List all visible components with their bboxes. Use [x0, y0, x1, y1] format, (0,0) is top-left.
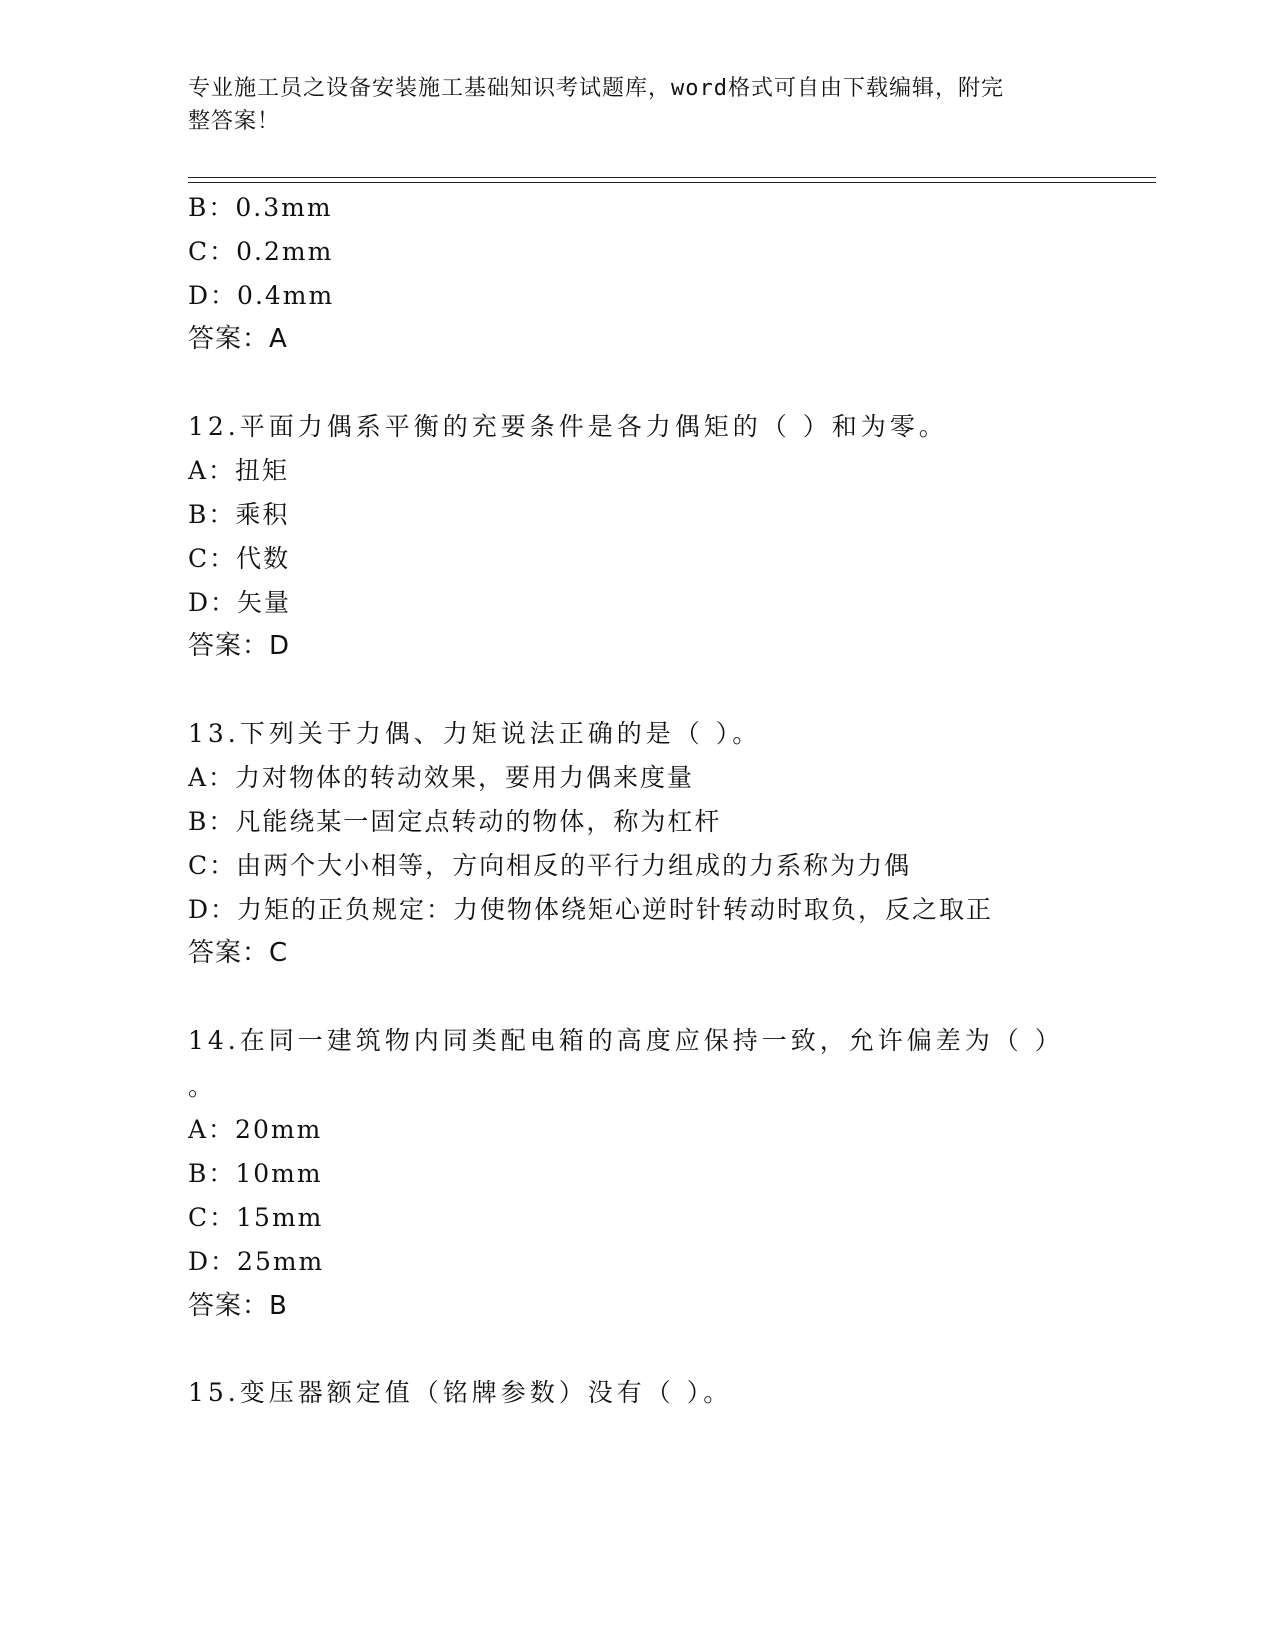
- q14-answer: 答案：B: [188, 1291, 288, 1321]
- q12-answer: 答案：D: [188, 631, 291, 661]
- q13-option-c: C：由两个大小相等，方向相反的平行力组成的力系称为力偶: [188, 851, 912, 880]
- q14-question-continued: 。: [188, 1072, 215, 1101]
- q13-option-a: A：力对物体的转动效果，要用力偶来度量: [188, 763, 695, 792]
- q11-option-d: D：0.4mm: [188, 281, 335, 310]
- q13-option-d: D：力矩的正负规定：力使物体绕矩心逆时针转动时取负，反之取正: [188, 895, 994, 924]
- header-divider-top: [188, 177, 1156, 178]
- q12-question: 12.平面力偶系平衡的充要条件是各力偶矩的（ ）和为零。: [188, 412, 948, 441]
- q14-option-d: D：25mm: [188, 1247, 325, 1276]
- q12-option-c: C：代数: [188, 544, 291, 573]
- q11-option-b: B：0.3mm: [188, 193, 333, 222]
- header-line-2: 整答案！: [188, 109, 281, 134]
- q13-answer: 答案：C: [188, 938, 289, 968]
- document-header: [188, 72, 1068, 138]
- q12-option-b: B：乘积: [188, 500, 290, 529]
- header-line-1: 专业施工员之设备安装施工基础知识考试题库，word格式可自由下载编辑，附完: [188, 76, 1004, 101]
- q14-option-a: A：20mm: [188, 1115, 323, 1144]
- q14-option-b: B：10mm: [188, 1159, 323, 1188]
- q11-answer: 答案：A: [188, 324, 288, 354]
- q12-option-d: D：矢量: [188, 588, 292, 617]
- q14-question: 14.在同一建筑物内同类配电箱的高度应保持一致，允许偏差为（ ）: [188, 1026, 1064, 1055]
- header-divider-bottom: [188, 182, 1156, 183]
- q12-option-a: A：扭矩: [188, 456, 290, 485]
- q11-option-c: C：0.2mm: [188, 237, 334, 266]
- q13-question: 13.下列关于力偶、力矩说法正确的是（ ）。: [188, 719, 762, 748]
- q15-question: 15.变压器额定值（铭牌参数）没有（ ）。: [188, 1378, 733, 1407]
- q14-option-c: C：15mm: [188, 1203, 324, 1232]
- q13-option-b: B：凡能绕某一固定点转动的物体，称为杠杆: [188, 807, 722, 836]
